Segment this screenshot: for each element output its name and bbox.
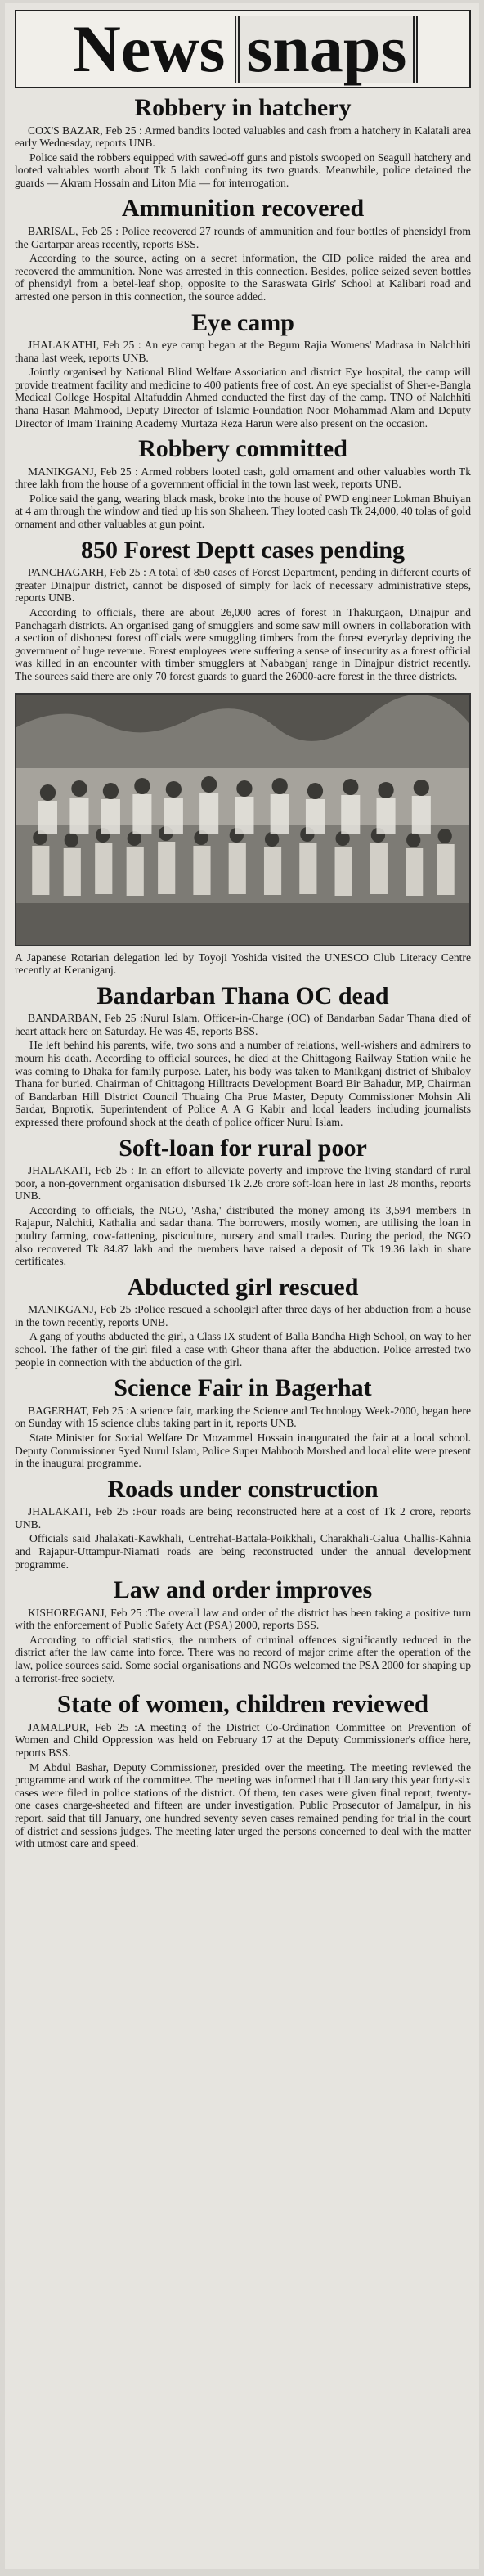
story-paragraph: According to officials, the NGO, 'Asha,' distributed the money among its 3,594 members in Rajapur, Nalchiti, Kathalia and sadar thana. The borrowers, mostly women, are utilising the loan in poultry farming, cow-fattening, pisciculture, nursery and small trades. During the period, the NGO also recovered Tk 84.87 lakh and the members have raised a deposit of Tk 19.36 lakh in share certificates. bbox=[15, 1203, 471, 1268]
story-bandarban bbox=[15, 983, 471, 1129]
headline: Soft-loan for rural poor bbox=[119, 1134, 367, 1162]
story-paragraph: JHALAKATI, Feb 25 :Four roads are being reconstructed here at a cost of Tk 2 crore, reports UNB. bbox=[15, 1505, 471, 1531]
headline: State of women, children reviewed bbox=[56, 1689, 429, 1719]
headline: Roads under construction bbox=[107, 1475, 379, 1503]
story-soft-loan bbox=[15, 1135, 471, 1268]
group-photo-image bbox=[16, 695, 469, 945]
news-photo bbox=[15, 693, 471, 946]
story-law-order bbox=[15, 1577, 471, 1684]
story-paragraph: BARISAL, Feb 25 : Police recovered 27 rounds of ammunition and four bottles of phensidyl from the Gartarpar areas recently, reports BSS. bbox=[15, 224, 471, 250]
story-paragraph: Police said the robbers equipped with sawed-off guns and pistols swooped on Seagull hatchery and looted valuables worth about Tk 5 lakh confining its two guards. Meanwhile, police detained the guards — Akram Hossain and Liton Mia — for interrogation. bbox=[15, 151, 471, 189]
story-robbery-hatchery bbox=[15, 95, 471, 189]
headline: Bandarban Thana OC dead bbox=[96, 982, 389, 1009]
story-paragraph: JAMALPUR, Feb 25 :A meeting of the District Co-Ordination Committee on Prevention of Women and Child Oppression was held on February 17 at the Deputy Commissioner's office here, reports BSS. bbox=[15, 1720, 471, 1759]
story-science-fair bbox=[15, 1375, 471, 1469]
headline: Ammunition recovered bbox=[121, 195, 365, 223]
story-paragraph: BAGERHAT, Feb 25 :A science fair, marking the Science and Technology Week-2000, began here on Sunday with 15 science clubs taking part in it, reports UNB. bbox=[15, 1404, 471, 1430]
headline: 850 Forest Deptt cases pending bbox=[80, 536, 406, 564]
story-paragraph: According to the source, acting on a secret information, the CID police raided the area and recovered the ammunition. None was arrested in this connection. Besides, police seized seven bottles of phensidyl from a betel-leaf shop, opposite to the Saraswata Girls' School at Kalibari road and arrested one person in this connection, the source added. bbox=[15, 252, 471, 303]
story-paragraph: PANCHAGARH, Feb 25 : A total of 850 cases of Forest Department, pending in different courts of greater Dinajpur district, cannot be disposed of simply for lack of necessary administrative steps, reports UNB. bbox=[15, 566, 471, 605]
story-ammunition bbox=[15, 196, 471, 303]
story-paragraph: COX'S BAZAR, Feb 25 : Armed bandits looted valuables and cash from a hatchery in Kalatali area early Wednesday, reports UNB. bbox=[15, 124, 471, 150]
story-paragraph: State Minister for Social Welfare Dr Mozammel Hossain inaugurated the fair at a local school. Deputy Commissioner Syed Nurul Islam, Police Super Mahboob Morshed and local elite were present in the inaugural programme. bbox=[15, 1431, 471, 1470]
story-forest-cases bbox=[15, 537, 471, 683]
story-paragraph: MANIKGANJ, Feb 25 :Police rescued a schoolgirl after three days of her abduction from a house in the town recently, reports UNB. bbox=[15, 1303, 471, 1328]
headline: Abducted girl rescued bbox=[127, 1273, 359, 1301]
story-paragraph: KISHOREGANJ, Feb 25 :The overall law and order of the district has been taking a positive turn with the enforcement of Public Safety Act (PSA) 2000, reports BSS. bbox=[15, 1606, 471, 1632]
story-paragraph: M Abdul Bashar, Deputy Commissioner, presided over the meeting. The meeting reviewed the programme and work of the committee. The meeting was informed that till January this year forty-six cases were filed in police stations of the district. Of them, ten cases were given final report, twenty-one cases charge-sheeted and fifteen are under investigation. Public Prosecutor of Jamalpur, in his report, said that till January, one hundred seventy seven cases remained pending for trial in the court of district and sessions judges. The meeting later urged the persons concerned to deal with the matter with utmost care and speed. bbox=[15, 1760, 471, 1850]
story-paragraph: JHALAKATI, Feb 25 : In an effort to alleviate poverty and improve the living standard of rural poor, a non-government organisation disbursed Tk 2.26 crore soft-loan here in last 28 months, reports UNB. bbox=[15, 1164, 471, 1203]
newspaper-page bbox=[5, 3, 479, 2569]
story-abducted-girl bbox=[15, 1275, 471, 1369]
masthead-snaps: snaps bbox=[235, 16, 418, 83]
story-paragraph: Officials said Jhalakati-Kawkhali, Centrehat-Battala-Poikkhali, Charakhali-Galua Challis-Kahnia and Rajapur-Uttampur-Niamati roads are being reconstructed under the annual development programme. bbox=[15, 1532, 471, 1571]
headline: Eye camp bbox=[191, 308, 294, 336]
story-paragraph: JHALAKATHI, Feb 25 : An eye camp began at the Begum Rajia Womens' Madrasa in Nalchhiti thana last week, reports UNB. bbox=[15, 339, 471, 364]
story-paragraph: He left behind his parents, wife, two sons and a number of relations, well-wishers and admirers to mourn his death. According to official sources, he died at the Chittagong Railway Station while he was coming to Dhaka for family purpose. Later, his body was taken to Manikganj district of Shibaloy Thana for buried. Chairman of Chittagong Hilltracts Development Board Bir Bahadur, MP, Chairman of Bandarban Hill District Council Thuaing Cha Prue Master, Deputy Commissioner Mohsin Ali Sardar, Bnprotik, Superintendent of Police A A G Kabir and local leaders including journalists expressed there profound shock at the death of police officer Nurul Islam. bbox=[15, 1039, 471, 1128]
story-paragraph: BANDARBAN, Feb 25 :Nurul Islam, Officer-in-Charge (OC) of Bandarban Sadar Thana died of heart attack here on Saturday. He was 45, reports BSS. bbox=[15, 1012, 471, 1037]
story-paragraph: Police said the gang, wearing black mask, broke into the house of PWD engineer Lokman Bhuiyan at 4 am through the window and tied up his son Shaheen. They looted cash Tk 24,000, 40 tolas of gold ornament and other valuables at gun point. bbox=[15, 492, 471, 531]
story-eye-camp bbox=[15, 310, 471, 430]
photo-caption: A Japanese Rotarian delegation led by Toyoji Yoshida visited the UNESCO Club Literacy Centre recently at Keraniganj. bbox=[15, 951, 471, 977]
story-roads bbox=[15, 1477, 471, 1571]
headline: Robbery committed bbox=[138, 435, 347, 463]
headline: Science Fair in Bagerhat bbox=[114, 1374, 372, 1402]
headline: Law and order improves bbox=[113, 1576, 373, 1604]
story-paragraph: According to official statistics, the numbers of criminal offences significantly reduced in the district after the law came into force. There was no record of major crime after the operation of the law, police sources said. Some social organisations and NGOs welcomed the PSA 2000 for shaping up a terrorist-free society. bbox=[15, 1633, 471, 1684]
story-paragraph: MANIKGANJ, Feb 25 : Armed robbers looted cash, gold ornament and other valuables worth Tk three lakh from the house of a government official in the town last week, reports UNB. bbox=[15, 465, 471, 491]
masthead bbox=[15, 10, 471, 88]
story-robbery-committed bbox=[15, 436, 471, 530]
story-paragraph: Jointly organised by National Blind Welfare Association and district Eye hospital, the camp will provide treatment facility and medicine to 400 patients free of cost. An eye specialist of Sher-e-Bangla Medical College Hospital Altafuddin Ahmed conducted the first day of the camp. TNO of Nalchhiti thana Hasan Mahmood, Deputy Director of Islamic Foundation Noor Mohammad Alam and Deputy Director of Imam Training Academy Murtaza Reza Harun were also present on the occasion. bbox=[15, 366, 471, 429]
masthead-news: News bbox=[72, 11, 226, 86]
headline: Robbery in hatchery bbox=[134, 94, 352, 121]
story-women-children bbox=[15, 1691, 471, 1850]
story-paragraph: According to officials, there are about 26,000 acres of forest in Thakurgaon, Dinajpur and Panchagarh districts. An organised gang of smugglers and some saw mill owners in collaboration with a section of dishonest forest officials were smuggling timbers from the forest everyday depriving the government of huge revenue. Forest employees were suffering a sense of insecurity as a forest official was killed in an encounter with timber smugglers at Nababganj range in Dinajpur district recently. The sources said there are only 70 forest guards to guard the 26000-acre forest in the three districts. bbox=[15, 605, 471, 682]
story-paragraph: A gang of youths abducted the girl, a Class IX student of Balla Bandha High School, on way to her school. The father of the girl filed a case with Gheor thana after the abduction. Police arrested two people in connection with the abduction of the girl. bbox=[15, 1330, 471, 1369]
